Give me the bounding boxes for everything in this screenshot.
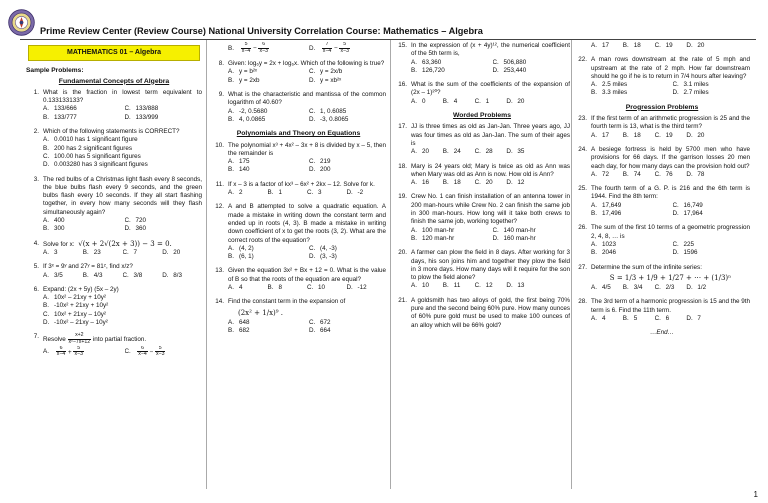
question: [394, 249, 570, 290]
fraction: $\frac{x+2}{\text{x²−7x+12}}$: [68, 332, 91, 345]
option-d: D. 2.7 miles: [672, 89, 709, 97]
section-title-fundamental: Fundamental Concepts of Algebra: [58, 77, 170, 85]
option-c: C. 28: [474, 148, 493, 156]
option-c: C. $\frac{6}{x-4}$ − $\frac{5}{x-3}$: [124, 345, 165, 358]
option-a: A. (4, 2): [228, 244, 254, 252]
option-b: B. 4: [442, 97, 458, 105]
options: [43, 249, 202, 257]
question-number: 6.: [33, 285, 39, 293]
option-b: B. 200 has 2 significant figures: [43, 144, 133, 152]
option-c: C. 19: [654, 131, 673, 139]
option-d: D. 13: [506, 282, 525, 290]
option-c: C. 10: [307, 284, 326, 292]
option-d: D. 0.003280 has 3 significant figures: [43, 161, 148, 169]
option-c: C. 2/3: [654, 284, 675, 292]
column-divider: [571, 40, 572, 489]
question-text: A goldsmith has two alloys of gold, the first being 70% pure and the second being 60% pure. How many ounces of 60% pure gold must be used to make 100 ounces of an alloy which will be 66% gold?: [411, 296, 570, 329]
option-a: A. 1023: [591, 240, 617, 248]
equation: (2x² + 1/x)⁹ .: [238, 308, 284, 317]
option-a: A. 133/666: [43, 105, 77, 113]
options: [43, 346, 202, 358]
options: [43, 272, 202, 280]
option-a: A. $\frac{6}{x-4}$ + $\frac{5}{x-3}$: [43, 345, 83, 358]
question-text: Determine the sum of the infinite series:: [591, 263, 702, 271]
option-a: A. 4: [228, 284, 243, 292]
option-a: A. 17: [591, 131, 610, 139]
option-d: D. 7: [686, 315, 701, 323]
question-text: Which of the following statements is CORRECT?: [43, 128, 180, 136]
option-a: A. 10: [411, 282, 430, 290]
question-number: 10.: [215, 141, 224, 149]
options: [591, 171, 750, 179]
options: [411, 179, 570, 187]
option-d: D. 200: [309, 166, 331, 174]
question: [574, 185, 750, 218]
option-d: D. 1/2: [686, 284, 707, 292]
question-number: 2.: [33, 128, 39, 136]
options: [591, 81, 750, 98]
options: [411, 282, 570, 290]
option-d: D. 20: [162, 248, 181, 256]
question-number: 8.: [218, 60, 224, 68]
option-d: D. -10x² – 21xy – 10y²: [43, 319, 108, 327]
option-b: B. 682: [228, 327, 250, 335]
option-b: B. 300: [43, 225, 65, 233]
question-number: 5.: [33, 263, 39, 271]
option-c: C. 1: [474, 97, 490, 105]
question-text: Find the constant term in the expansion of: [228, 298, 346, 306]
option-d: D. (3, -3): [309, 253, 337, 261]
option-a: A. 2: [228, 189, 243, 197]
question-text: The sum of the first 10 terms of a geometric progression 2, 4, 8, … is: [591, 224, 750, 240]
options: [228, 68, 386, 85]
option-c: C. y = 2x/b: [309, 68, 343, 76]
question: [211, 203, 386, 261]
option-c: C. 133/888: [124, 105, 159, 113]
option-d: D. 664: [309, 327, 331, 335]
section-title-polynomials: Polynomials and Theory on Equations: [236, 130, 361, 138]
question-text: If the first term of an arithmetic progression is 25 and the fourth term is 13, what is the third term?: [591, 115, 750, 131]
question: [574, 224, 750, 257]
question-number: 28.: [578, 298, 587, 306]
question-number: 22.: [578, 56, 587, 64]
question-text: The red bulbs of a Christmas light flash every 8 seconds, the blue bulbs flash every 9 seconds, and the green bulbs flash every 10 seconds. If they all start flashing together, in every how many seconds will they flash simultaneously again?: [43, 175, 202, 216]
question-text: What is the sum of the coefficients of the expansion of (2x – 1)²⁰?: [411, 81, 570, 97]
question-number: 11.: [215, 180, 224, 188]
end-marker: …End…: [650, 329, 674, 337]
question-text: into partial fraction.: [92, 336, 147, 344]
option-a: A. 100 man-hr: [411, 226, 455, 234]
question: [26, 333, 202, 357]
section-title-progression: Progression Problems: [625, 103, 699, 111]
option-d: D. 360: [124, 225, 147, 233]
option-d: D. -12: [346, 284, 367, 292]
option-a: A. 10x² – 21xy + 10y²: [43, 294, 106, 302]
option-d: D. y = xb²ˣ: [309, 76, 342, 84]
question: [574, 56, 750, 97]
option-c: C. 20: [474, 179, 493, 187]
option-a: A. 648: [228, 318, 250, 326]
equation: S = 1/3 + 1/9 + 1/27 + ⋯ + (1/3)ⁿ: [609, 273, 732, 282]
question: [574, 115, 750, 140]
question: [574, 298, 750, 323]
question-text: A and B attempted to solve a quadratic equation. A made a mistake in writing down the constant term and ended up in roots (4, 3). B made a mistake in writing down coefficient of x to get the roots (3, 2). What are the correct roots of the equation?: [228, 203, 386, 244]
options: [228, 284, 386, 292]
option-c: C. 6: [654, 315, 670, 323]
question-text: A man rows downstream at the rate of 5 mph and upstream at the rate of 2 mph. How far downstream should he go if he is to return in 7/4 hours after leaving?: [591, 56, 750, 80]
question-number: 25.: [578, 185, 587, 193]
option-c: C. 100.00 has 5 significant figures: [43, 152, 141, 160]
options: [228, 158, 386, 175]
option-d: D. 8/3: [162, 271, 183, 279]
column-4: [574, 42, 750, 338]
options: [591, 315, 750, 323]
option-c: C. 1, 0.6085: [309, 107, 347, 115]
options: [43, 294, 202, 327]
question-number: 12.: [215, 203, 224, 211]
option-b: B. 5: [622, 315, 638, 323]
question-text: JJ is three times as old as Jan-Jan. Three years ago, JJ was four times as old as Jan-Jan. The sum of their ages is: [411, 123, 570, 147]
options: [228, 108, 386, 125]
question: [211, 298, 386, 335]
options: [43, 136, 202, 169]
column-divider: [390, 40, 391, 489]
option-b: B. 133/777: [43, 113, 77, 121]
option-b: B. 4/3: [82, 271, 103, 279]
option-c: C. 3: [307, 189, 322, 197]
option-b: B. 11: [442, 282, 461, 290]
option-a: A. 4/5: [591, 284, 611, 292]
option-d: D. 78: [686, 170, 705, 178]
question-number: 26.: [578, 224, 587, 232]
option-b: B. 2046: [591, 249, 617, 257]
options: [411, 148, 570, 156]
option-b: B. 18: [622, 42, 641, 49]
question-text: Expand: (2x + 5y) (5x – 2y): [43, 285, 119, 293]
option-a: A. 2.5 miles: [591, 81, 628, 89]
option-c: C. 219: [309, 158, 331, 166]
question: [26, 128, 202, 169]
question-text: Given the equation 3x² + Bx + 12 = 0. What is the value of B so that the roots of the equation are equal?: [228, 267, 386, 283]
question-number: 16.: [398, 81, 407, 89]
option-a: A. 0.0010 has 1 significant figure: [43, 136, 138, 144]
question-number: 9.: [218, 91, 224, 99]
option-c: C. 76: [654, 170, 673, 178]
equation: √(x + 2√(2x + 3)) − 3 = 0.: [78, 239, 172, 248]
section-title-worded: Worded Problems: [452, 112, 512, 120]
column-3: [394, 42, 570, 336]
question: [211, 267, 386, 292]
question-text: If 3ˣ = 9ʸ and 27ʸ = 81ᶻ, find x/z?: [43, 263, 133, 271]
question-text: The fourth term of a G. P. is 216 and the 6th term is 1944. Find the 8th term:: [591, 185, 750, 201]
question-7-continued-options: [228, 42, 386, 54]
option-d: D. 253,440: [492, 66, 527, 74]
question-number: 23.: [578, 115, 587, 123]
options: [411, 59, 570, 76]
question-text: Mary is 24 years old; Mary is twice as old as Ann was when Mary was old as Ann is now. How old is Ann?: [411, 162, 570, 178]
option-c: C. 140 man-hr: [492, 226, 536, 234]
question-text: A farmer can plow the field in 8 days. After working for 3 days, his son joins him and together they plow the field in 3 more days. How many days will it require for the son to plow the field alone?: [411, 249, 570, 282]
option-b: B. 17,496: [591, 210, 622, 218]
question-text: What is the characteristic and mantissa of the common logarithm of 40.60?: [228, 91, 386, 107]
question: [26, 240, 202, 258]
option-b: B. 23: [82, 248, 101, 256]
option-b: B. (6, 1): [228, 253, 254, 261]
question: [574, 264, 750, 293]
option-d: D. $\frac{7}{x-4}$ − $\frac{5}{x-3}$: [309, 42, 349, 54]
option-b: B. 3.3 miles: [591, 89, 628, 97]
question-number: 19.: [398, 193, 407, 201]
question-text: A besiege fortress is held by 5700 men who have provisions for 66 days. If the garrison losses 20 men each day, for how many days can the provision hold out?: [591, 145, 750, 170]
option-a: A. -2, 0.5680: [228, 107, 268, 115]
question: [26, 89, 202, 122]
question: [26, 263, 202, 280]
option-c: C. 12: [474, 282, 493, 290]
question-21-continued-options: [591, 42, 750, 50]
options: [411, 227, 570, 244]
page-number: 1: [753, 490, 758, 499]
question: [211, 142, 386, 175]
options: [591, 241, 750, 258]
option-b: B. 140: [228, 166, 250, 174]
option-b: B. 4, 0.0865: [228, 115, 266, 123]
option-c: C. 16,749: [672, 201, 703, 209]
options: [591, 284, 750, 292]
option-c: C. 720: [124, 217, 147, 225]
option-d: D. 20: [686, 42, 705, 49]
question-number: 21.: [398, 296, 407, 304]
option-b: B. 74: [622, 170, 641, 178]
option-c: C. 10x² + 21xy – 10y²: [43, 310, 106, 318]
question: [394, 163, 570, 188]
question-text: The polynomial x³ + 4x² – 3x + 8 is divided by x – 5, then the remainder is: [228, 141, 386, 157]
header-rule: [20, 39, 756, 40]
option-a: A. 400: [43, 217, 65, 225]
options: [43, 105, 202, 122]
question: [26, 286, 202, 327]
question-number: 3.: [33, 175, 39, 183]
question-number: 4.: [33, 239, 39, 247]
question-number: 27.: [578, 263, 587, 271]
question: [574, 146, 750, 179]
option-a: A. 17,649: [591, 201, 622, 209]
option-d: D. 17,964: [672, 210, 703, 218]
option-c: C. 19: [654, 42, 673, 49]
question-number: 17.: [398, 123, 407, 131]
option-a: A. 16: [411, 179, 430, 187]
option-a: A. 0: [411, 97, 426, 105]
options: [228, 189, 386, 197]
question: [26, 176, 202, 234]
options: [591, 202, 750, 219]
option-b: B. 18: [442, 179, 461, 187]
question-number: 14.: [215, 298, 224, 306]
option-d: D. 160 man-hr: [492, 234, 536, 242]
question-text: Crew No. 1 can finish installation of an antenna tower in 200 man-hours while Crew No. 2 can finish the same job in 300 man-hours. How long will it take both crews to finish the same job, working together?: [411, 193, 570, 226]
options: [591, 132, 750, 140]
option-a: A. 4: [591, 315, 606, 323]
question-number: 15.: [398, 42, 407, 49]
sample-problems-heading: Sample Problems:: [26, 67, 84, 75]
option-a: A. 175: [228, 158, 250, 166]
question: [394, 297, 570, 330]
question-text: Solve for x:: [43, 240, 75, 248]
option-a: A. y = b²ˣ: [228, 68, 257, 76]
options: [411, 98, 570, 106]
options: [228, 319, 386, 336]
option-b: B. 1: [267, 189, 283, 197]
question: [394, 123, 570, 156]
question-text: If x – 3 is a factor of kx³ – 6x² + 2kx – 12. Solve for k.: [228, 180, 375, 188]
question-number: 13.: [215, 267, 224, 275]
option-d: D. 35: [506, 148, 525, 156]
options: [228, 245, 386, 262]
option-d: D. 1596: [672, 249, 698, 257]
option-b: B. 126,720: [411, 66, 445, 74]
option-c: C. 225: [672, 240, 695, 248]
column-divider: [206, 40, 207, 489]
question-number: 20.: [398, 249, 407, 257]
option-c: C. 3.1 miles: [672, 81, 709, 89]
option-c: C. 672: [309, 318, 331, 326]
document-header-title: Prime Review Center (Review Course) National University Correlation Course: Mathematics – Algebra: [40, 26, 483, 36]
option-d: D. 20: [686, 131, 705, 139]
column-2: [211, 42, 386, 342]
option-b: B. $\frac{5}{x-4}$ − $\frac{6}{x-3}$: [228, 42, 268, 54]
subject-banner: MATHEMATICS 01 – Algebra: [28, 45, 200, 61]
option-a: A. 17: [591, 42, 610, 49]
option-d: D. -3, 0.8065: [309, 115, 349, 123]
option-c: C. 7: [122, 248, 138, 256]
question-number: 1.: [33, 88, 39, 96]
question-number: 7.: [33, 333, 39, 341]
option-b: B. 8: [267, 284, 283, 292]
option-a: A. 3: [43, 248, 58, 256]
question: [394, 193, 570, 243]
question-number: 24.: [578, 145, 587, 153]
question: [211, 181, 386, 198]
question-number: 18.: [398, 162, 407, 170]
question-text: The 3rd term of a harmonic progression is 15 and the 9th term is 6. Find the 11th term.: [591, 298, 750, 314]
option-d: D. 12: [506, 179, 525, 187]
question-text: In the expression of (x + 4y)¹², the numerical coefficient of the 5th term is,: [411, 42, 570, 58]
question: [394, 81, 570, 106]
option-c: C. 3/8: [122, 271, 143, 279]
option-a: A. 20: [411, 148, 430, 156]
university-seal-icon: [8, 9, 35, 36]
question: [211, 60, 386, 85]
option-a: A. 3/5: [43, 271, 63, 279]
question: [394, 42, 570, 75]
option-d: D. -2: [346, 189, 364, 197]
column-1: [26, 42, 202, 364]
options: [43, 217, 202, 234]
question-text: Given: log₆y = 2x + log₆x. Which of the following is true?: [228, 60, 385, 68]
option-b: B. y = 2xb: [228, 76, 260, 84]
option-b: B. 24: [442, 148, 461, 156]
option-d: D. 20: [506, 97, 525, 105]
option-a: A. 72: [591, 170, 610, 178]
option-b: B. 120 man-hr: [411, 234, 455, 242]
option-b: B. 18: [622, 131, 641, 139]
option-b: B. 3/4: [622, 284, 643, 292]
question-text: What is the fraction in lowest term equivalent to 0.133133133?: [43, 88, 202, 105]
option-c: C. (4, -3): [309, 244, 337, 252]
option-d: D. 133/999: [124, 113, 159, 121]
question: [211, 91, 386, 124]
question-text: Resolve: [43, 336, 66, 344]
option-b: B. -10x² + 21xy + 10y²: [43, 302, 109, 310]
option-a: A. 63,360: [411, 58, 442, 66]
option-c: C. 506,880: [492, 58, 527, 66]
